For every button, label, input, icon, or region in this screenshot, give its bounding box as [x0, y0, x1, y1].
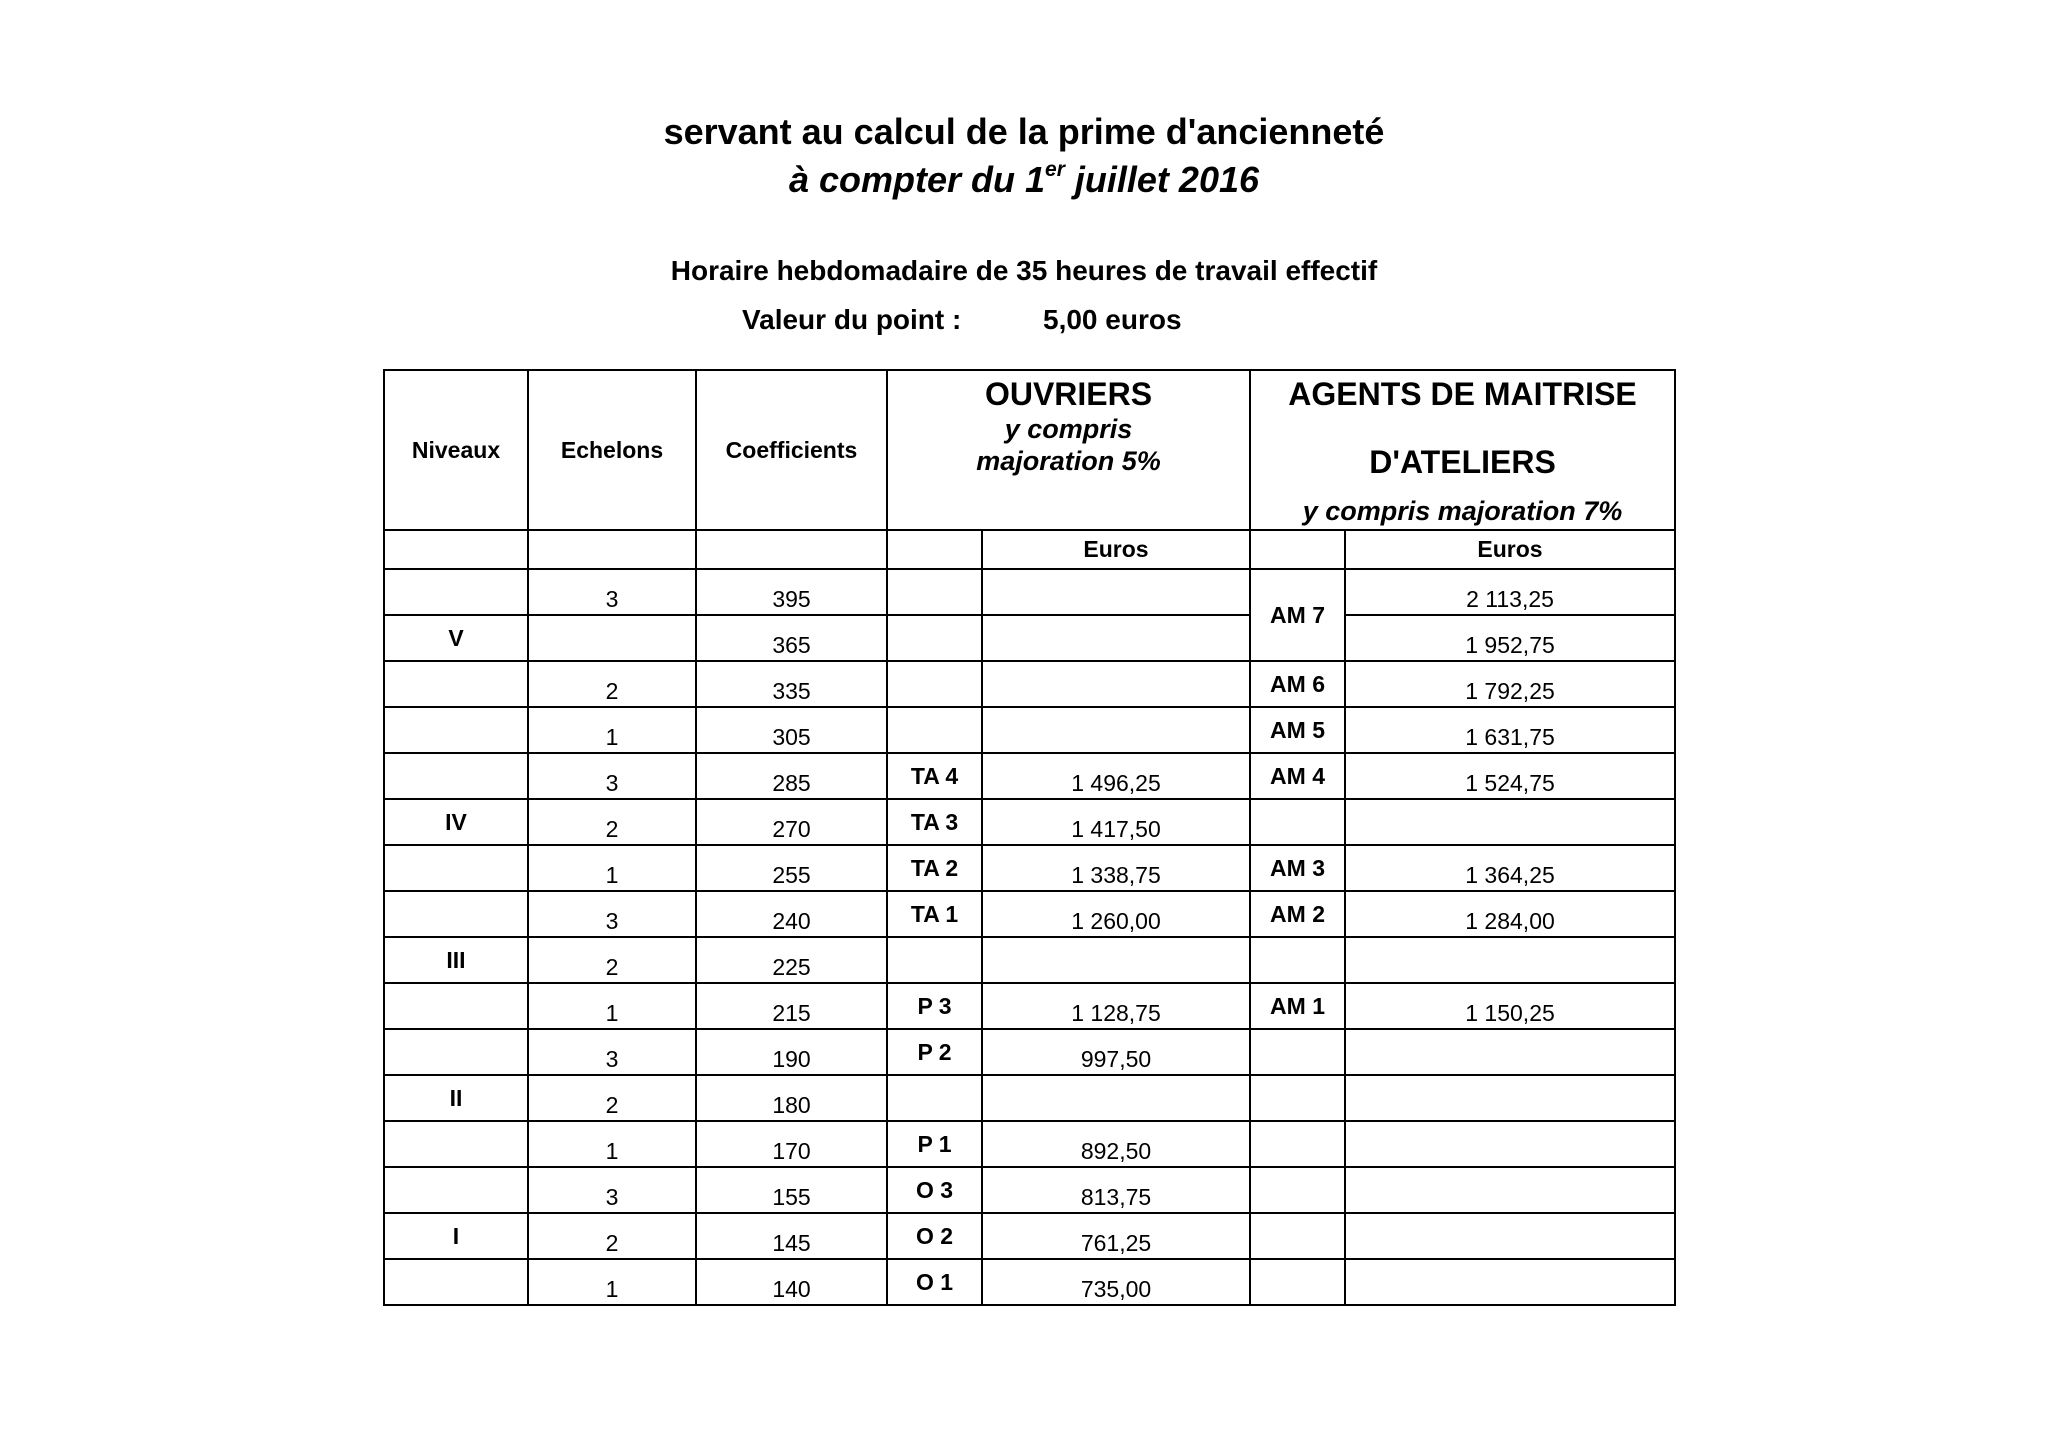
am-euros-cell [1345, 1029, 1675, 1075]
ouvriers-code-cell [887, 615, 982, 661]
date-text-before: à compter du 1 [788, 159, 1046, 200]
echelon-cell: 1 [528, 1121, 696, 1167]
table-row [384, 937, 1675, 983]
coefficient-cell: 255 [696, 845, 887, 891]
niveau-cell [384, 1259, 528, 1305]
am-code-cell: AM 3 [1250, 845, 1345, 891]
table-row [384, 615, 1675, 661]
ouvriers-code-cell: O 2 [887, 1213, 982, 1259]
echelon-cell: 3 [528, 753, 696, 799]
echelon-cell: 3 [528, 1167, 696, 1213]
schedule-note: Horaire hebdomadaire de 35 heures de travail effectif [670, 255, 1378, 286]
niveau-cell [384, 1167, 528, 1213]
ouvriers-euros-label: Euros [982, 530, 1250, 569]
niveau-cell: II [384, 1075, 528, 1121]
table-row [384, 753, 1675, 799]
salary-grid-table [383, 369, 1676, 1306]
ouvriers-euros-cell: 997,50 [982, 1029, 1250, 1075]
table-row [384, 1121, 1675, 1167]
am-euros-cell [1345, 1075, 1675, 1121]
am-code-cell [1250, 799, 1345, 845]
ouvriers-euros-cell: 813,75 [982, 1167, 1250, 1213]
table-row [384, 1167, 1675, 1213]
echelon-cell: 1 [528, 1259, 696, 1305]
am-euros-cell: 1 792,25 [1345, 661, 1675, 707]
ouvriers-euros-cell: 761,25 [982, 1213, 1250, 1259]
am-code-cell [1250, 1213, 1345, 1259]
am-euros-cell: 1 364,25 [1345, 845, 1675, 891]
niveau-cell [384, 707, 528, 753]
ouvriers-euros-cell [982, 615, 1250, 661]
am-euros-cell [1345, 799, 1675, 845]
am-code-cell: AM 4 [1250, 753, 1345, 799]
table-body [384, 569, 1675, 1305]
am-code-cell [1250, 1029, 1345, 1075]
ouvriers-code-cell: TA 1 [887, 891, 982, 937]
am-euros-cell [1345, 1259, 1675, 1305]
units-empty-cell [887, 530, 982, 569]
am-code-cell: AM 1 [1250, 983, 1345, 1029]
table-row [384, 707, 1675, 753]
ouvriers-code-cell [887, 661, 982, 707]
am-euros-cell [1345, 1121, 1675, 1167]
echelon-cell: 1 [528, 845, 696, 891]
point-value-label: Valeur du point : [742, 304, 962, 335]
document-title: servant au calcul de la prime d'ancienneté [663, 111, 1385, 152]
header-niveaux: Niveaux [384, 370, 528, 530]
ouvriers-euros-cell [982, 1075, 1250, 1121]
am-code-cell [1250, 1259, 1345, 1305]
ouvriers-euros-cell: 1 417,50 [982, 799, 1250, 845]
agents-maitrise-block [1251, 371, 1674, 529]
am-euros-cell [1345, 1167, 1675, 1213]
header-echelons: Echelons [528, 370, 696, 530]
echelon-cell: 2 [528, 1075, 696, 1121]
echelon-cell: 1 [528, 707, 696, 753]
ouvriers-code-cell: O 1 [887, 1259, 982, 1305]
am-euros-cell [1345, 1213, 1675, 1259]
am-euros-label: Euros [1345, 530, 1675, 569]
ouvriers-euros-cell [982, 569, 1250, 615]
header-agents-maitrise [1250, 370, 1675, 530]
ouvriers-euros-cell: 735,00 [982, 1259, 1250, 1305]
ouvriers-euros-cell: 1 338,75 [982, 845, 1250, 891]
echelon-cell: 2 [528, 937, 696, 983]
units-row [384, 530, 1675, 569]
ouvriers-code-cell: TA 4 [887, 753, 982, 799]
coefficient-cell: 270 [696, 799, 887, 845]
niveau-cell [384, 661, 528, 707]
ouvriers-code-cell: P 3 [887, 983, 982, 1029]
am-euros-cell: 1 952,75 [1345, 615, 1675, 661]
coefficient-cell: 285 [696, 753, 887, 799]
am-title-line2: D'ATELIERS [1369, 444, 1556, 480]
table-row [384, 1029, 1675, 1075]
am-code-cell: AM 6 [1250, 661, 1345, 707]
document-subtitle-date [0, 158, 2048, 202]
am-title-line1: AGENTS DE MAITRISE [1288, 376, 1637, 412]
ouvriers-title: OUVRIERS [984, 376, 1153, 412]
ouvriers-euros-cell [982, 707, 1250, 753]
am-code-cell: AM 5 [1250, 707, 1345, 753]
units-empty-cell [528, 530, 696, 569]
am-code-cell: AM 7 [1250, 569, 1345, 661]
ouvriers-code-cell [887, 569, 982, 615]
table-row [384, 891, 1675, 937]
coefficient-cell: 225 [696, 937, 887, 983]
ouvriers-euros-cell: 1 260,00 [982, 891, 1250, 937]
ouvriers-code-cell [887, 707, 982, 753]
am-euros-cell: 1 284,00 [1345, 891, 1675, 937]
echelon-cell: 3 [528, 1029, 696, 1075]
am-subtitle: y compris majoration 7% [1302, 496, 1623, 526]
am-euros-cell: 2 113,25 [1345, 569, 1675, 615]
ouvriers-euros-cell [982, 661, 1250, 707]
ouvriers-code-cell: P 1 [887, 1121, 982, 1167]
ouvriers-code-cell: O 3 [887, 1167, 982, 1213]
am-euros-cell: 1 631,75 [1345, 707, 1675, 753]
table-row [384, 569, 1675, 615]
coefficient-cell: 335 [696, 661, 887, 707]
echelon-cell: 3 [528, 569, 696, 615]
coefficient-cell: 365 [696, 615, 887, 661]
niveau-cell: V [384, 615, 528, 661]
table-row [384, 845, 1675, 891]
am-code-cell [1250, 1075, 1345, 1121]
ouvriers-code-cell: TA 3 [887, 799, 982, 845]
niveau-cell [384, 845, 528, 891]
point-value: 5,00 euros [1043, 304, 1182, 335]
ouvriers-code-cell [887, 1075, 982, 1121]
niveau-cell [384, 1029, 528, 1075]
am-code-cell [1250, 1167, 1345, 1213]
coefficient-cell: 305 [696, 707, 887, 753]
ouvriers-code-cell: TA 2 [887, 845, 982, 891]
header-ouvriers [887, 370, 1250, 530]
table-row [384, 799, 1675, 845]
am-euros-cell [1345, 937, 1675, 983]
coefficient-cell: 145 [696, 1213, 887, 1259]
niveau-cell [384, 569, 528, 615]
niveau-cell [384, 983, 528, 1029]
echelon-cell [528, 615, 696, 661]
units-empty-cell [384, 530, 528, 569]
coefficient-cell: 170 [696, 1121, 887, 1167]
echelon-cell: 1 [528, 983, 696, 1029]
table-row [384, 661, 1675, 707]
ouvriers-subtitle: y compris majoration 5% [976, 414, 1161, 476]
coefficient-cell: 395 [696, 569, 887, 615]
echelon-cell: 2 [528, 799, 696, 845]
niveau-cell [384, 1121, 528, 1167]
ouvriers-euros-cell: 1 128,75 [982, 983, 1250, 1029]
ouvriers-euros-cell: 892,50 [982, 1121, 1250, 1167]
am-code-cell [1250, 937, 1345, 983]
niveau-cell: IV [384, 799, 528, 845]
table-row [384, 1259, 1675, 1305]
am-euros-cell: 1 150,25 [1345, 983, 1675, 1029]
units-empty-cell [1250, 530, 1345, 569]
coefficient-cell: 190 [696, 1029, 887, 1075]
ouvriers-code-cell [887, 937, 982, 983]
date-superscript: er [1045, 158, 1065, 181]
echelon-cell: 3 [528, 891, 696, 937]
ouvriers-code-cell: P 2 [887, 1029, 982, 1075]
table-header-row [384, 370, 1675, 530]
date-text-after: juillet 2016 [1064, 159, 1260, 200]
units-empty-cell [696, 530, 887, 569]
echelon-cell: 2 [528, 1213, 696, 1259]
coefficient-cell: 180 [696, 1075, 887, 1121]
coefficient-cell: 155 [696, 1167, 887, 1213]
coefficient-cell: 140 [696, 1259, 887, 1305]
coefficient-cell: 215 [696, 983, 887, 1029]
table-row [384, 1075, 1675, 1121]
niveau-cell [384, 753, 528, 799]
coefficient-cell: 240 [696, 891, 887, 937]
am-code-cell: AM 2 [1250, 891, 1345, 937]
niveau-cell: III [384, 937, 528, 983]
am-euros-cell: 1 524,75 [1345, 753, 1675, 799]
table-row [384, 983, 1675, 1029]
niveau-cell: I [384, 1213, 528, 1259]
am-code-cell [1250, 1121, 1345, 1167]
niveau-cell [384, 891, 528, 937]
header-coefficients: Coefficients [696, 370, 887, 530]
ouvriers-euros-cell: 1 496,25 [982, 753, 1250, 799]
table-row [384, 1213, 1675, 1259]
ouvriers-euros-cell [982, 937, 1250, 983]
echelon-cell: 2 [528, 661, 696, 707]
